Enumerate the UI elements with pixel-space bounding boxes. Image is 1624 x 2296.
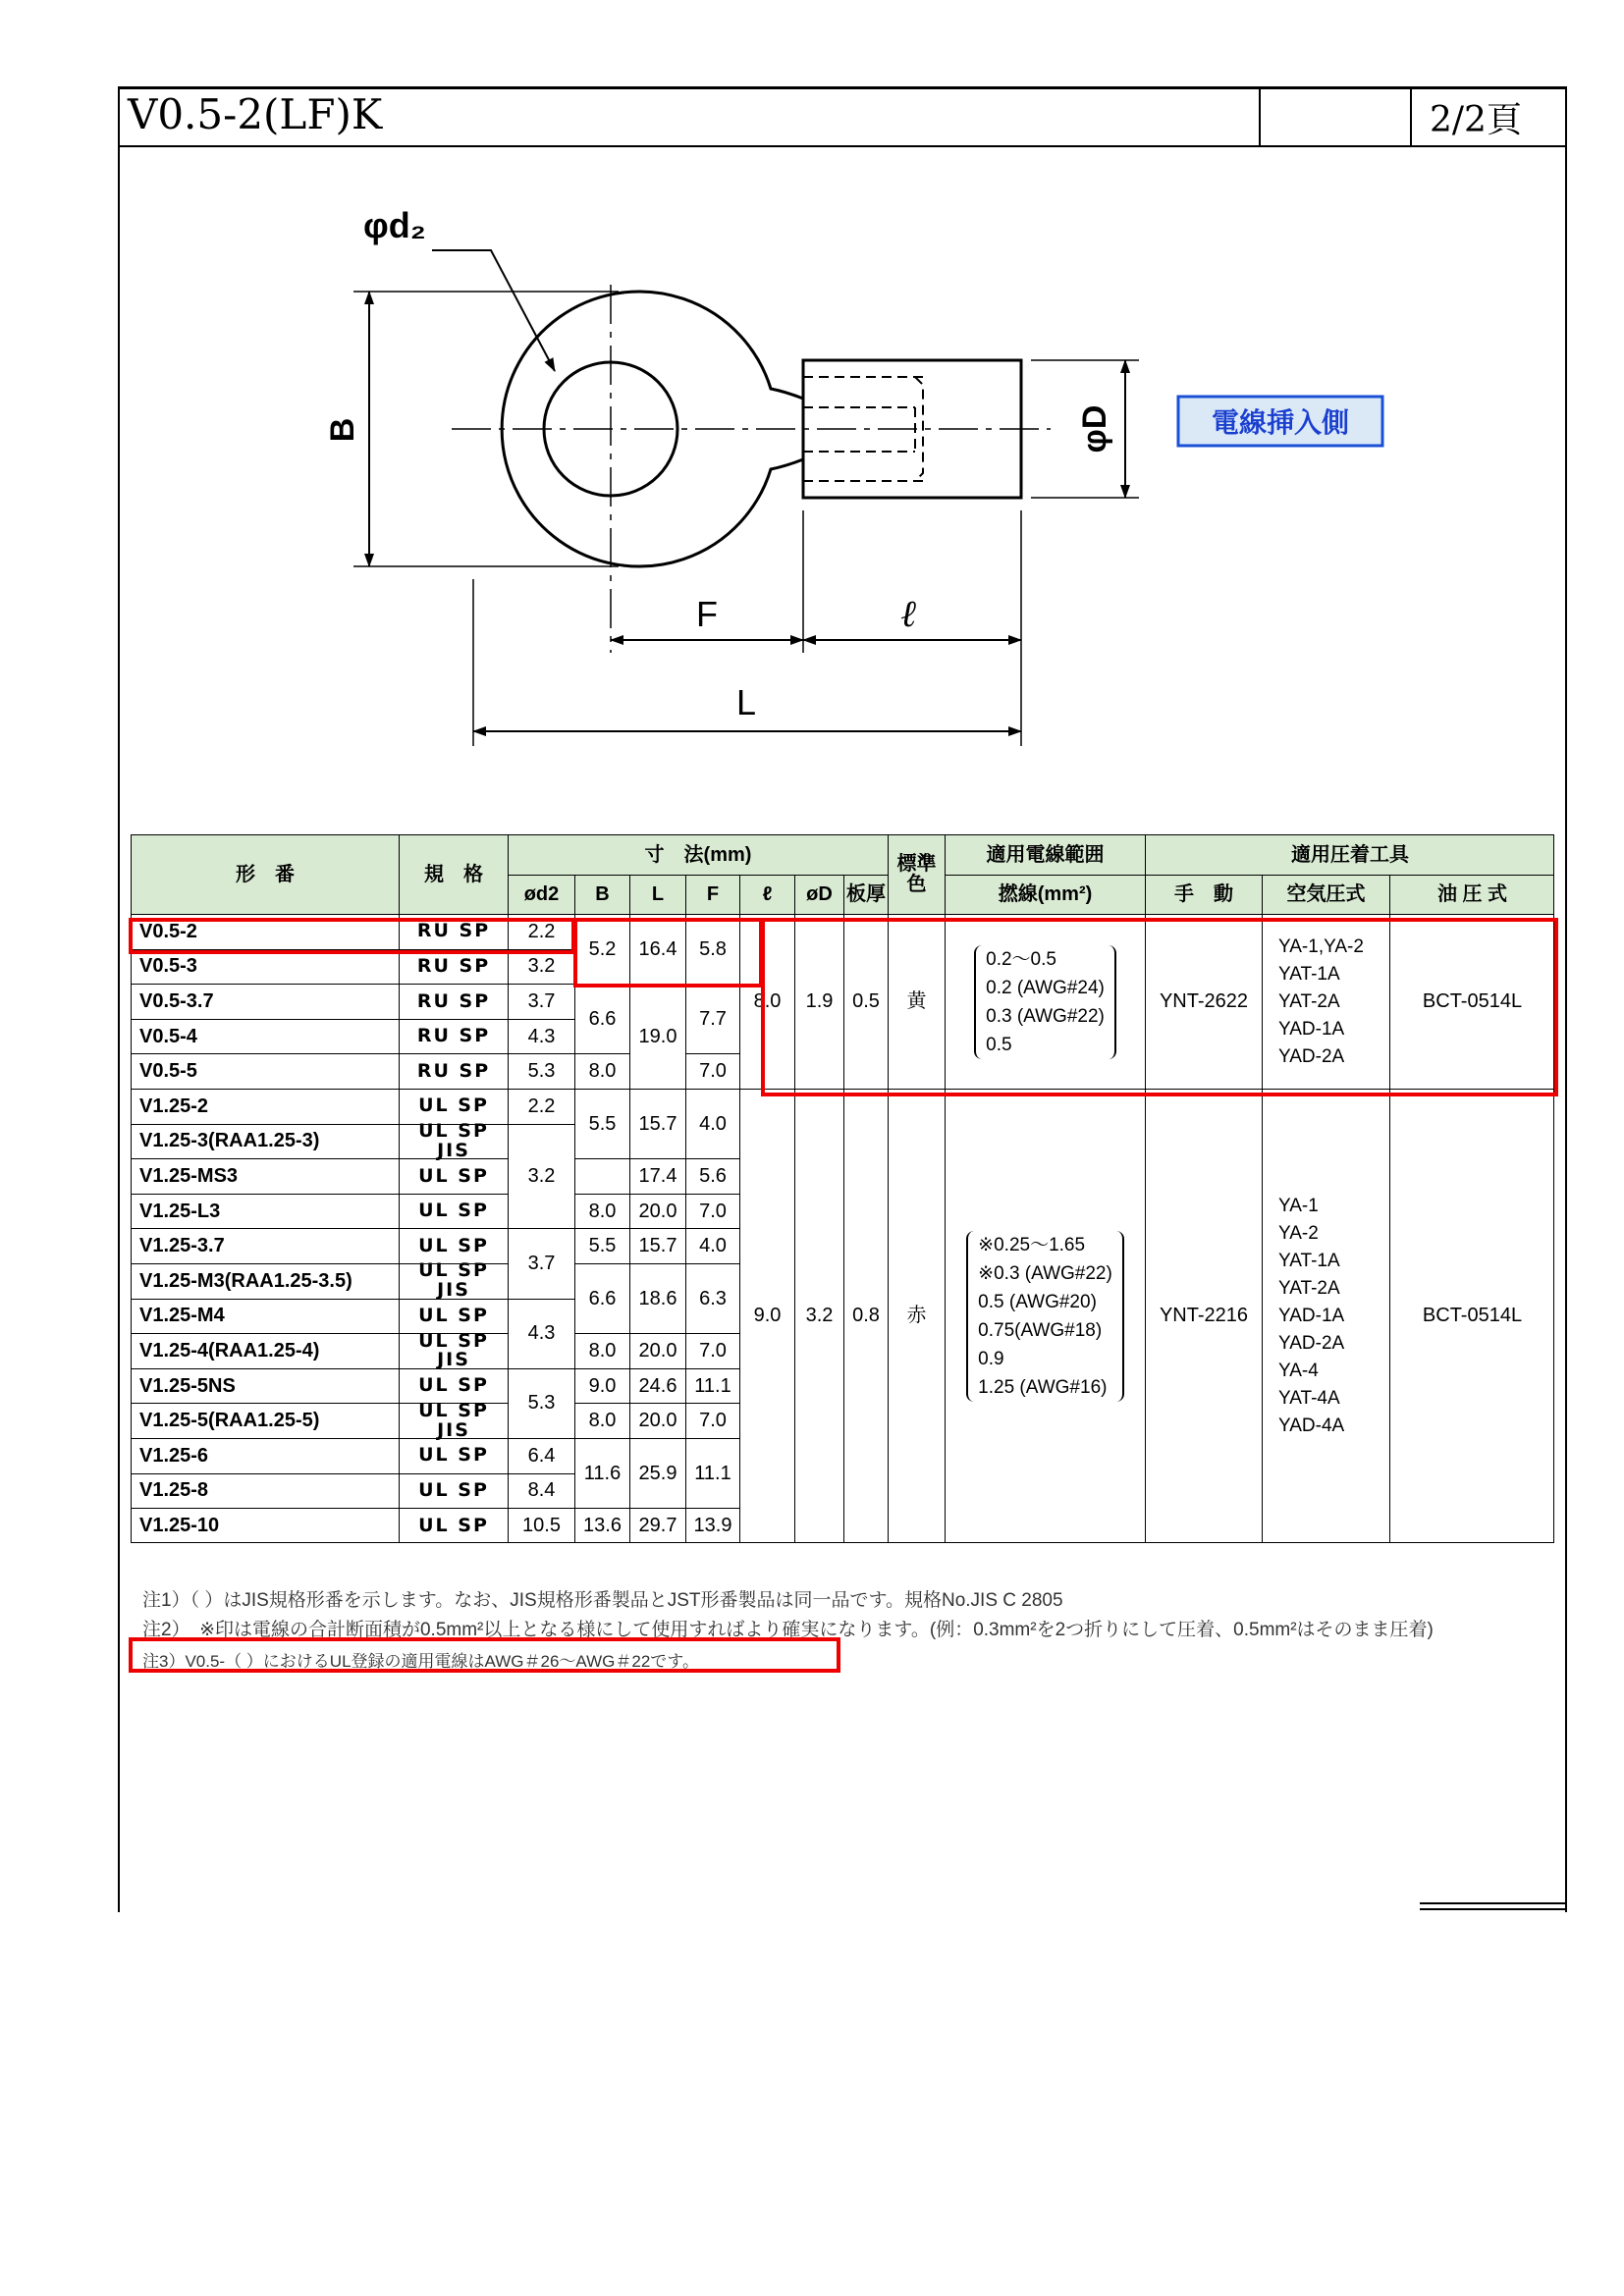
B-label: B <box>324 417 361 443</box>
L-cell: 25.9 <box>629 1438 685 1508</box>
thickness-cell: 0.5 <box>843 914 888 1089</box>
note-1: 注1）（ ）はJIS規格形番を示します。なお、JIS規格形番製品とJST形番製品は同一品です。規格No.JIS C 2805 <box>142 1590 1063 1611</box>
l-cell: 9.0 <box>739 1089 794 1543</box>
d2-cell: 5.3 <box>508 1053 574 1089</box>
table-row-model: V1.25-M4 <box>131 1299 399 1334</box>
B-cell: 8.0 <box>574 1053 629 1089</box>
header-stranded: 撚線(mm²) <box>945 875 1145 914</box>
F-cell: 13.9 <box>685 1508 739 1543</box>
table-row-standard-marks: UL SP <box>399 1158 508 1194</box>
pneumatic-tool-item: YAT-2A <box>1278 1277 1340 1299</box>
L-cell: 15.7 <box>629 1089 685 1158</box>
table-row-standard-marks: UL SP JIS <box>399 1403 508 1438</box>
highlight-v05-specs <box>761 918 1558 1096</box>
B-cell: 5.5 <box>574 1089 629 1158</box>
table-row-model: V1.25-5(RAA1.25-5) <box>131 1403 399 1438</box>
d2-cell: 5.3 <box>508 1368 574 1438</box>
table-row-standard-marks: UL SP <box>399 1228 508 1263</box>
table-row-model: V1.25-L3 <box>131 1194 399 1229</box>
highlight-note-3 <box>129 1637 840 1673</box>
table-row-model: V1.25-6 <box>131 1438 399 1473</box>
F-cell: 6.3 <box>685 1263 739 1333</box>
pneumatic-tool-item: YAT-2A <box>1278 990 1340 1012</box>
header-D: øD <box>794 875 843 914</box>
d2-cell: 8.4 <box>508 1473 574 1509</box>
table-row-model: V0.5-2 <box>131 914 399 949</box>
d2-cell: 6.4 <box>508 1438 574 1473</box>
table-row-standard-marks: UL SP <box>399 1473 508 1509</box>
table-row-standard-marks: UL SP <box>399 1089 508 1124</box>
table-row-model: V1.25-3(RAA1.25-3) <box>131 1124 399 1159</box>
L-cell: 17.4 <box>629 1158 685 1194</box>
table-row-standard-marks: RU SP <box>399 1053 508 1089</box>
table-row-model: V0.5-3 <box>131 949 399 985</box>
table-row-standard-marks: UL SP <box>399 1299 508 1334</box>
wire-item: 1.25 (AWG#16) <box>978 1376 1108 1398</box>
B-cell: 6.6 <box>574 1263 629 1333</box>
table-row-standard-marks: RU SP <box>399 949 508 985</box>
L-cell: 15.7 <box>629 1228 685 1263</box>
color-cell: 赤 <box>888 1089 945 1543</box>
F-cell: 11.1 <box>685 1438 739 1508</box>
pneumatic-tool-item: YA-1,YA-2 <box>1278 935 1364 957</box>
highlight-v05-2-row <box>129 918 575 954</box>
B-cell: 11.6 <box>574 1438 629 1508</box>
F-cell: 7.7 <box>685 984 739 1053</box>
table-row-standard-marks: UL SP JIS <box>399 1124 508 1159</box>
document-title: V0.5-2(LF)K <box>128 90 383 138</box>
B-cell: 6.6 <box>574 984 629 1053</box>
wire-item: 0.2 (AWG#24) <box>986 977 1105 998</box>
pneumatic-tool-item: YAD-2A <box>1278 1332 1345 1354</box>
pneumatic-tool-item: YAD-1A <box>1278 1305 1345 1326</box>
wire-item: ※0.25～1.65 <box>978 1234 1086 1255</box>
table-row-model: V1.25-3.7 <box>131 1228 399 1263</box>
center-lines <box>452 285 1051 653</box>
header-L: L <box>629 875 685 914</box>
terminal-drawing <box>0 0 1624 785</box>
hydraulic-tool-cell: BCT-0514L <box>1389 1089 1554 1543</box>
manual-tool-cell: YNT-2216 <box>1145 1089 1262 1543</box>
L-cell: 16.4 <box>629 914 685 984</box>
pneumatic-tool-item: YAT-1A <box>1278 963 1340 985</box>
F-cell: 7.0 <box>685 1194 739 1229</box>
color-cell: 黄 <box>888 914 945 1089</box>
pneumatic-tool-item: YAT-4A <box>1278 1387 1340 1409</box>
d2-cell: 10.5 <box>508 1508 574 1543</box>
header-thickness: 板厚 <box>843 875 888 914</box>
wire-item: ※0.3 (AWG#22) <box>978 1262 1112 1284</box>
header-B: B <box>574 875 629 914</box>
table-row-standard-marks: UL SP <box>399 1368 508 1404</box>
L-cell: 24.6 <box>629 1368 685 1404</box>
B-cell: 13.6 <box>574 1508 629 1543</box>
d2-cell: 3.2 <box>508 1124 574 1229</box>
table-row-standard-marks: UL SP <box>399 1438 508 1473</box>
table-row-model: V1.25-4(RAA1.25-4) <box>131 1333 399 1368</box>
F-cell: 5.6 <box>685 1158 739 1194</box>
wire-item: 0.5 <box>986 1034 1012 1055</box>
d2-cell: 3.7 <box>508 1228 574 1298</box>
table-row-model: V1.25-MS3 <box>131 1158 399 1194</box>
F-cell: 7.0 <box>685 1333 739 1368</box>
wire-item: 0.9 <box>978 1348 1004 1369</box>
pneumatic-tool-item: YA-1 <box>1278 1195 1319 1216</box>
note-2: 注2） ※印は電線の合計断面積が0.5mm²以上となる様にして使用すればより確実になります。(例：0.3mm²を2つ折りにして圧着、0.5mm²はそのまま圧着) <box>142 1620 1434 1640</box>
B-cell: 5.2 <box>574 914 629 984</box>
wire-item: 0.2～0.5 <box>986 948 1056 970</box>
end-line <box>1420 1902 1567 1904</box>
table-row-model: V1.25-2 <box>131 1089 399 1124</box>
table-row-model: V1.25-5NS <box>131 1368 399 1404</box>
table-row-standard-marks: UL SP JIS <box>399 1333 508 1368</box>
L-cell: 18.6 <box>629 1263 685 1333</box>
F-cell: 7.0 <box>685 1053 739 1089</box>
header-l: ℓ <box>739 875 794 914</box>
manual-tool-cell: YNT-2622 <box>1145 914 1262 1089</box>
B-cell: 8.0 <box>574 1403 629 1438</box>
table-row-model: V1.25-8 <box>131 1473 399 1509</box>
pneumatic-tool-item: YAD-1A <box>1278 1018 1345 1040</box>
table-row-standard-marks: RU SP <box>399 1019 508 1054</box>
d2-cell: 3.2 <box>508 949 574 985</box>
D-cell: 3.2 <box>794 1089 843 1543</box>
pneumatic-tool-item: YA-2 <box>1278 1222 1319 1244</box>
d2-label: φd₂ <box>363 205 426 245</box>
page-number: 2/2頁 <box>1430 100 1522 140</box>
l-cell: 8.0 <box>739 914 794 1089</box>
thickness-cell: 0.8 <box>843 1089 888 1543</box>
L-cell: 20.0 <box>629 1333 685 1368</box>
insert-side-label: 電線挿入側 <box>1211 406 1350 439</box>
table-row-standard-marks: RU SP <box>399 914 508 949</box>
header-dimensions: 寸 法(mm) <box>508 834 888 875</box>
L-cell: 19.0 <box>629 984 685 1089</box>
wire-item: 0.5 (AWG#20) <box>978 1291 1097 1312</box>
table-row-model: V1.25-10 <box>131 1508 399 1543</box>
d2-cell: 4.3 <box>508 1299 574 1368</box>
header-crimp-tools: 適用圧着工具 <box>1145 834 1554 875</box>
header-pneumatic: 空気圧式 <box>1262 875 1389 914</box>
F-cell: 11.1 <box>685 1368 739 1404</box>
header-d2: ød2 <box>508 875 574 914</box>
B-cell: 8.0 <box>574 1333 629 1368</box>
l-label: ℓ <box>900 592 916 635</box>
pneumatic-tool-item: YAD-4A <box>1278 1415 1345 1436</box>
table-row-model: V0.5-3.7 <box>131 984 399 1019</box>
F-cell: 5.8 <box>685 914 739 984</box>
L-cell: 29.7 <box>629 1508 685 1543</box>
F-cell: 4.0 <box>685 1228 739 1263</box>
highlight-v05-2-dims <box>573 918 763 988</box>
header-F: F <box>685 875 739 914</box>
note-3: 注3）V0.5-（ ）におけるUL登録の適用電線はAWG＃26～AWG＃22です。 <box>142 1652 699 1671</box>
header-wire-range: 適用電線範囲 <box>945 834 1145 875</box>
header-manual: 手 動 <box>1145 875 1262 914</box>
B-cell: 9.0 <box>574 1368 629 1404</box>
d2-cell: 2.2 <box>508 914 574 949</box>
d2-cell: 2.2 <box>508 1089 574 1124</box>
table-row-standard-marks: UL SP <box>399 1194 508 1229</box>
wire-item: 0.3 (AWG#22) <box>986 1005 1105 1027</box>
hydraulic-tool-cell: BCT-0514L <box>1389 914 1554 1089</box>
table-row-standard-marks: RU SP <box>399 984 508 1019</box>
pneumatic-tool-item: YAT-1A <box>1278 1250 1340 1271</box>
table-row-model: V0.5-5 <box>131 1053 399 1089</box>
header-model: 形 番 <box>131 834 399 914</box>
end-line <box>1420 1908 1567 1910</box>
L-label: L <box>735 682 757 722</box>
B-cell: 8.0 <box>574 1194 629 1229</box>
F-cell: 7.0 <box>685 1403 739 1438</box>
L-cell: 20.0 <box>629 1403 685 1438</box>
pneumatic-tool-item: YA-4 <box>1278 1360 1319 1381</box>
B-cell: 5.5 <box>574 1228 629 1263</box>
header-color: 標準色 <box>888 834 945 914</box>
wire-item: 0.75(AWG#18) <box>978 1319 1103 1341</box>
L-cell: 20.0 <box>629 1194 685 1229</box>
table-row-model: V1.25-M3(RAA1.25-3.5) <box>131 1263 399 1299</box>
F-cell: 4.0 <box>685 1089 739 1158</box>
D-label: φD <box>1076 404 1113 454</box>
table-row-model: V0.5-4 <box>131 1019 399 1054</box>
F-label: F <box>696 594 718 634</box>
table-row-standard-marks: UL SP <box>399 1508 508 1543</box>
dimension-lines <box>369 250 1125 731</box>
D-cell: 1.9 <box>794 914 843 1089</box>
header-hydraulic: 油 圧 式 <box>1389 875 1554 914</box>
table-row-standard-marks: UL SP JIS <box>399 1263 508 1299</box>
header-standard: 規 格 <box>399 834 508 914</box>
d2-cell: 3.7 <box>508 984 574 1019</box>
pneumatic-tool-item: YAD-2A <box>1278 1045 1345 1067</box>
d2-cell: 4.3 <box>508 1019 574 1054</box>
